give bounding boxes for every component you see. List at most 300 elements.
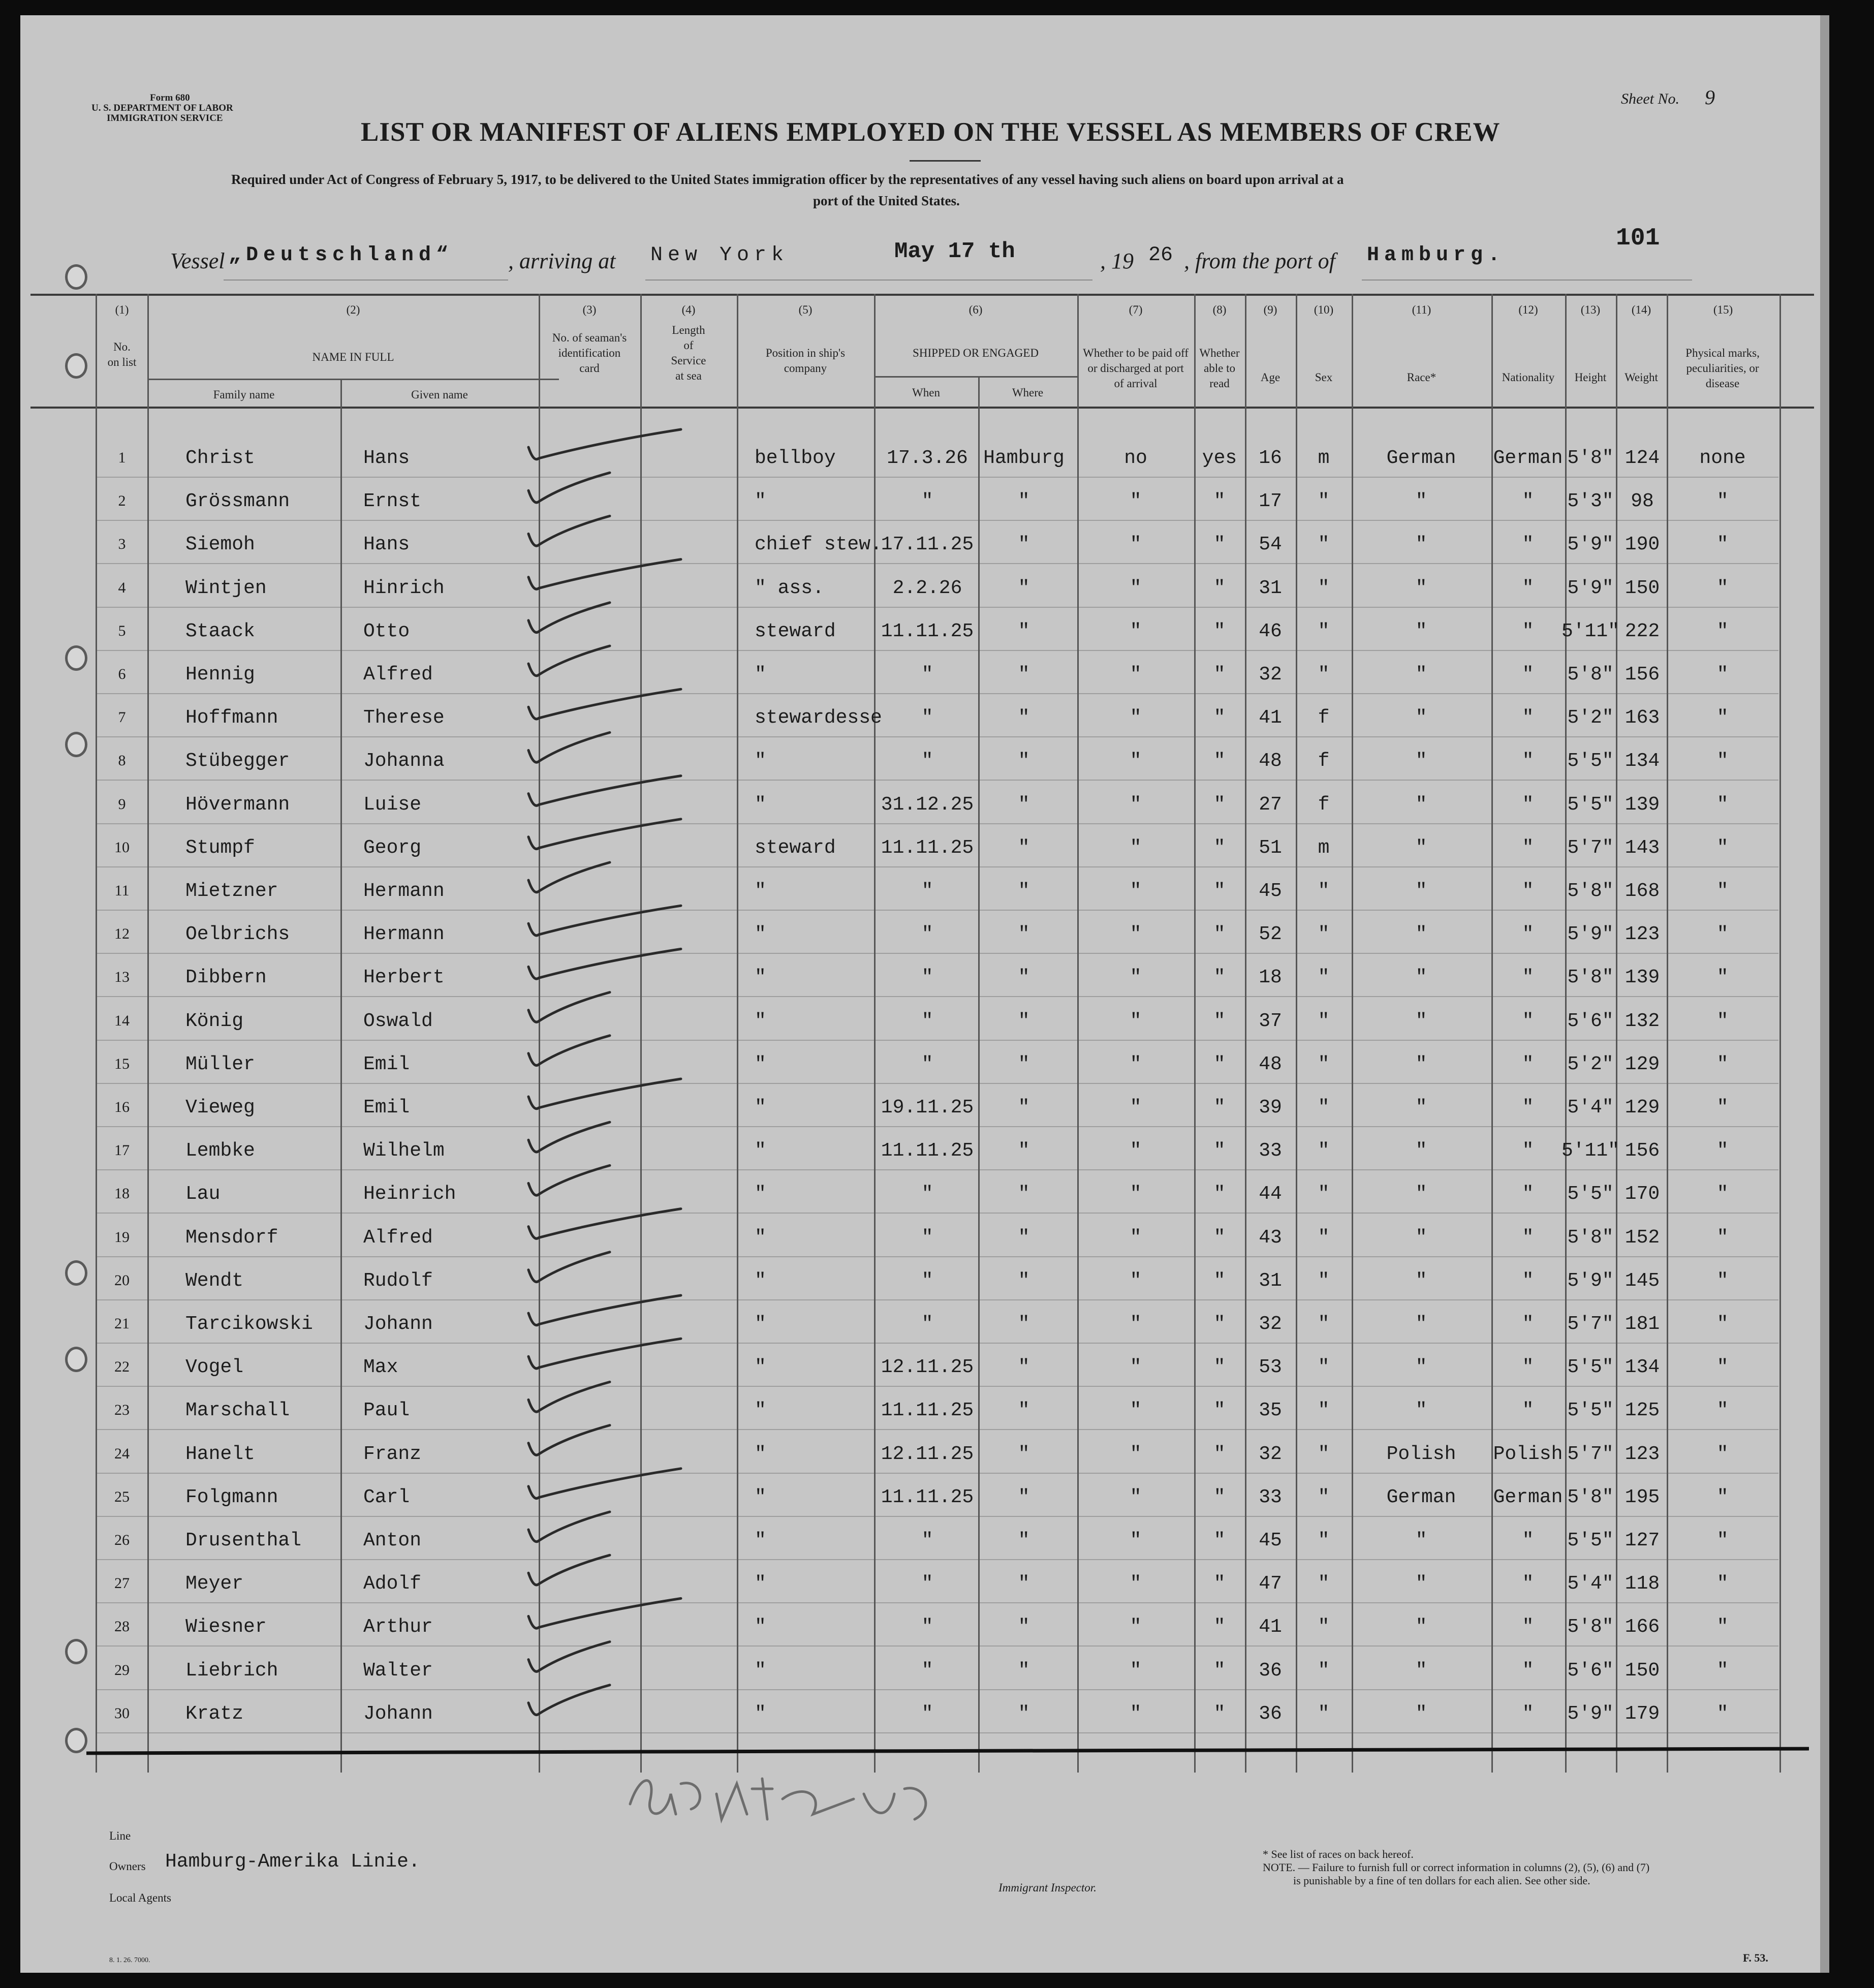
nationality-cell: ": [1522, 664, 1534, 686]
able-to-read-cell: ": [1213, 1226, 1226, 1249]
position-cell: ": [755, 923, 766, 946]
physical-marks-cell: ": [1716, 1097, 1729, 1119]
nationality-cell: German: [1493, 447, 1563, 469]
checkmark-icon: [528, 1642, 610, 1672]
family-name-cell: Müller: [185, 1053, 255, 1075]
age-cell: 31: [1259, 577, 1282, 599]
physical-marks-cell: ": [1716, 1226, 1729, 1249]
position-cell: ": [755, 664, 766, 686]
age-cell: 37: [1259, 1010, 1282, 1032]
paid-off-cell: ": [1130, 1053, 1142, 1075]
shipped-when-cell: 11.11.25: [881, 620, 974, 642]
shipped-when-cell: ": [921, 664, 933, 686]
paid-off-cell: ": [1130, 836, 1142, 859]
col-10-number: (10): [1314, 303, 1334, 316]
shipped-when-cell: ": [921, 1053, 933, 1075]
checkmark-icon: [528, 1252, 610, 1282]
nationality-cell: ": [1522, 1616, 1534, 1638]
race-cell: ": [1415, 1010, 1427, 1032]
shipped-where-cell: ": [1018, 880, 1030, 902]
weight-cell: 125: [1625, 1400, 1660, 1422]
row-rule: [97, 1386, 1778, 1387]
service-name: IMMIGRATION SERVICE: [107, 113, 223, 123]
col-4-header: Length of Service at sea: [671, 324, 706, 382]
nationality-cell: ": [1522, 793, 1534, 816]
position-cell: ": [755, 1226, 766, 1249]
shipped-when-cell: 17.11.25: [881, 534, 974, 556]
height-cell: 5'8": [1567, 1616, 1614, 1638]
list-number-cell: 15: [114, 1055, 130, 1072]
race-cell: ": [1415, 1400, 1427, 1422]
family-name-cell: Lembke: [185, 1140, 255, 1162]
family-name-cell: Hanelt: [185, 1443, 255, 1465]
shipped-where-cell: ": [1018, 577, 1030, 599]
shipped-where-cell: ": [1018, 534, 1030, 556]
shipped-when-cell: 11.11.25: [881, 836, 974, 859]
col-1-number: (1): [115, 303, 129, 316]
paid-off-cell: ": [1130, 1443, 1142, 1465]
family-name-cell: König: [185, 1010, 244, 1032]
given-name-cell: Otto: [363, 620, 410, 642]
row-rule: [97, 910, 1778, 911]
height-cell: 5'7": [1567, 1313, 1614, 1335]
height-cell: 5'6": [1567, 1010, 1614, 1032]
shipped-when-cell: 19.11.25: [881, 1097, 974, 1119]
given-name-cell: Johann: [363, 1702, 433, 1725]
row-rule: [97, 1429, 1778, 1430]
nationality-cell: ": [1522, 1313, 1534, 1335]
shipped-when-cell: ": [921, 1702, 933, 1725]
physical-marks-cell: ": [1716, 750, 1729, 772]
able-to-read-cell: ": [1213, 1486, 1226, 1508]
form-number: Form 680: [150, 92, 190, 103]
weight-cell: 156: [1625, 664, 1660, 686]
col-6a-header: When: [912, 386, 940, 399]
able-to-read-cell: ": [1213, 1356, 1226, 1379]
form-code: F. 53.: [1743, 1951, 1768, 1964]
age-cell: 43: [1259, 1226, 1282, 1249]
sex-cell: f: [1318, 793, 1330, 816]
checkmark-icon: [528, 776, 681, 806]
paid-off-cell: ": [1130, 1702, 1142, 1725]
row-rule: [97, 1299, 1778, 1300]
checkmark-icon: [528, 1469, 681, 1499]
sex-cell: f: [1318, 750, 1330, 772]
column-line: [874, 294, 876, 1773]
shipped-when-cell: 11.11.25: [881, 1140, 974, 1162]
shipped-when-cell: ": [921, 1530, 933, 1551]
arrival-date: May 17 th: [894, 239, 1015, 264]
shipped-when-cell: ": [921, 707, 933, 729]
col-1-header: No. on list: [107, 340, 137, 368]
shipped-where-cell: ": [1018, 1356, 1030, 1379]
race-cell: ": [1415, 1616, 1427, 1638]
family-name-cell: Christ: [185, 447, 255, 469]
height-cell: 5'8": [1567, 1486, 1614, 1508]
sex-cell: ": [1318, 1400, 1330, 1422]
col-8-header: Whether able to read: [1199, 347, 1240, 390]
weight-cell: 118: [1625, 1573, 1660, 1595]
race-cell: ": [1415, 1140, 1427, 1162]
col-11-number: (11): [1412, 303, 1431, 316]
given-name-cell: Johanna: [363, 750, 445, 772]
row-rule: [97, 780, 1778, 781]
family-name-cell: Stübegger: [185, 750, 290, 772]
given-name-cell: Hermann: [363, 880, 445, 902]
family-name-cell: Grössmann: [185, 490, 290, 513]
weight-cell: 127: [1625, 1530, 1660, 1551]
checkmark-icon: [528, 1295, 681, 1325]
given-name-cell: Hans: [363, 447, 410, 469]
height-cell: 5'5": [1567, 793, 1614, 816]
note-fine-1: NOTE. — Failure to furnish full or correct information in columns (2), (5), (6) and (7): [1263, 1861, 1650, 1874]
height-cell: 5'4": [1567, 1573, 1614, 1595]
list-number-cell: 21: [114, 1315, 130, 1332]
height-cell: 5'6": [1567, 1659, 1614, 1682]
handwritten-annotation-icon: [620, 1763, 945, 1829]
race-cell: ": [1415, 1183, 1427, 1205]
checkmark-icon: [528, 1685, 610, 1715]
owners-value: Hamburg-Amerika Linie.: [165, 1851, 420, 1873]
age-cell: 36: [1259, 1659, 1282, 1682]
nationality-cell: ": [1522, 490, 1534, 513]
given-name-cell: Oswald: [363, 1010, 433, 1032]
list-number-cell: 14: [114, 1012, 130, 1029]
physical-marks-cell: ": [1716, 577, 1729, 599]
family-name-cell: Mietzner: [185, 880, 278, 902]
able-to-read-cell: ": [1213, 1313, 1226, 1335]
age-cell: 32: [1259, 1443, 1282, 1465]
paid-off-cell: ": [1130, 664, 1142, 686]
row-rule: [97, 1040, 1778, 1041]
checkmark-column: [518, 422, 701, 1753]
shipped-when-cell: ": [921, 1183, 933, 1205]
checkmark-icon: [528, 732, 610, 762]
height-cell: 5'9": [1567, 577, 1614, 599]
col-2b-header: Given name: [411, 388, 468, 401]
position-cell: " ass.: [755, 577, 824, 599]
shipped-when-cell: 12.11.25: [881, 1443, 974, 1465]
family-name-cell: Vieweg: [185, 1097, 255, 1119]
col-9-header: Age: [1260, 371, 1280, 384]
able-to-read-cell: ": [1213, 1097, 1226, 1119]
position-cell: ": [755, 490, 766, 513]
physical-marks-cell: ": [1716, 490, 1729, 513]
age-cell: 41: [1259, 707, 1282, 729]
given-name-cell: Johann: [363, 1313, 433, 1335]
height-cell: 5'9": [1567, 923, 1614, 946]
race-cell: German: [1386, 1486, 1456, 1508]
physical-marks-cell: ": [1716, 620, 1729, 642]
column-line: [978, 376, 980, 1773]
nationality-cell: ": [1522, 1659, 1534, 1682]
sex-cell: ": [1318, 577, 1330, 599]
shipped-where-cell: ": [1018, 490, 1030, 513]
weight-cell: 145: [1625, 1269, 1660, 1292]
row-rule: [97, 1473, 1778, 1474]
col-10-header: Sex: [1315, 371, 1333, 384]
physical-marks-cell: ": [1716, 1010, 1729, 1032]
col-9-number: (9): [1263, 303, 1277, 316]
race-cell: German: [1386, 447, 1456, 469]
row-rule: [97, 996, 1778, 997]
nationality-cell: ": [1522, 1140, 1534, 1162]
able-to-read-cell: yes: [1202, 447, 1237, 469]
age-cell: 31: [1259, 1269, 1282, 1292]
print-code: 8. 1. 26. 7000.: [109, 1956, 150, 1964]
weight-cell: 139: [1625, 793, 1660, 816]
age-cell: 32: [1259, 1313, 1282, 1335]
weight-cell: 134: [1625, 750, 1660, 772]
row-rule: [97, 1083, 1778, 1084]
height-cell: 5'5": [1567, 1400, 1614, 1422]
height-cell: 5'5": [1567, 750, 1614, 772]
height-cell: 5'5": [1567, 1183, 1614, 1205]
weight-cell: 150: [1625, 577, 1660, 599]
weight-cell: 123: [1625, 923, 1660, 946]
nationality-cell: ": [1522, 967, 1534, 989]
weight-cell: 150: [1625, 1659, 1660, 1682]
list-number-cell: 12: [114, 925, 130, 943]
list-number-cell: 18: [114, 1185, 130, 1202]
note-fine-2: is punishable by a fine of ten dollars for each alien. See other side.: [1293, 1874, 1590, 1887]
given-name-cell: Hinrich: [363, 577, 445, 599]
height-cell: 5'5": [1567, 1530, 1614, 1551]
checkmark-icon: [528, 906, 681, 936]
able-to-read-cell: ": [1213, 577, 1226, 599]
column-line: [340, 379, 342, 1773]
race-cell: ": [1415, 664, 1427, 686]
able-to-read-cell: ": [1213, 750, 1226, 772]
age-cell: 52: [1259, 923, 1282, 946]
paid-off-cell: ": [1130, 707, 1142, 729]
row-rule: [97, 1343, 1778, 1344]
race-cell: ": [1415, 1269, 1427, 1292]
department-name: U. S. DEPARTMENT OF LABOR: [91, 103, 233, 113]
family-name-cell: Vogel: [185, 1356, 244, 1379]
height-cell: 5'9": [1567, 534, 1614, 556]
list-number-cell: 9: [118, 795, 126, 813]
nationality-cell: ": [1522, 1226, 1534, 1249]
shipped-when-cell: ": [921, 490, 933, 513]
able-to-read-cell: ": [1213, 967, 1226, 989]
column-line: [1565, 294, 1567, 1773]
physical-marks-cell: ": [1716, 1486, 1729, 1508]
paid-off-cell: ": [1130, 1140, 1142, 1162]
name-header-rule: [147, 379, 559, 380]
position-cell: ": [755, 1659, 766, 1682]
sex-cell: ": [1318, 664, 1330, 686]
age-cell: 44: [1259, 1183, 1282, 1205]
height-cell: 5'4": [1567, 1097, 1614, 1119]
line-label: Line: [109, 1829, 131, 1842]
given-name-cell: Heinrich: [363, 1183, 456, 1205]
position-cell: steward: [755, 836, 836, 859]
row-rule: [97, 1169, 1778, 1170]
sex-cell: ": [1318, 967, 1330, 989]
race-cell: ": [1415, 490, 1427, 513]
physical-marks-cell: ": [1716, 1140, 1729, 1162]
position-cell: ": [755, 1010, 766, 1032]
checkmark-icon: [528, 1425, 610, 1455]
physical-marks-cell: ": [1716, 967, 1729, 989]
given-name-cell: Arthur: [363, 1616, 433, 1638]
checkmark-icon: [528, 603, 610, 633]
column-line: [1194, 294, 1196, 1773]
row-rule: [97, 736, 1778, 737]
age-cell: 33: [1259, 1140, 1282, 1162]
paid-off-cell: ": [1130, 1486, 1142, 1508]
family-name-cell: Wendt: [185, 1269, 244, 1292]
physical-marks-cell: ": [1716, 1400, 1729, 1422]
nationality-cell: ": [1522, 1269, 1534, 1292]
row-rule: [97, 1559, 1778, 1560]
list-number-cell: 6: [118, 666, 126, 682]
age-cell: 17: [1259, 490, 1282, 513]
nationality-cell: ": [1522, 750, 1534, 772]
paid-off-cell: ": [1130, 1010, 1142, 1032]
family-name-cell: Dibbern: [185, 967, 267, 989]
list-number-cell: 13: [114, 969, 130, 986]
subtitle-line-1: Required under Act of Congress of February 5, 1917, to be delivered to the United States immigration officer by the representatives of any vessel having such aliens on board upon arrival at a: [231, 172, 1344, 187]
paid-off-cell: ": [1130, 534, 1142, 556]
physical-marks-cell: ": [1716, 1702, 1729, 1725]
list-number-cell: 10: [114, 838, 130, 856]
weight-cell: 190: [1625, 534, 1660, 556]
weight-cell: 124: [1625, 447, 1660, 469]
shipped-where-cell: ": [1018, 1226, 1030, 1249]
paid-off-cell: ": [1130, 1659, 1142, 1682]
height-cell: 5'11": [1561, 1140, 1620, 1162]
height-cell: 5'7": [1567, 1443, 1614, 1465]
col-7-header: Whether to be paid off or discharged at port of arrival: [1083, 347, 1189, 390]
paid-off-cell: ": [1130, 620, 1142, 642]
able-to-read-cell: ": [1213, 1702, 1226, 1725]
height-cell: 5'11": [1561, 620, 1620, 642]
owners-label: Owners: [109, 1860, 146, 1873]
weight-cell: 123: [1625, 1443, 1660, 1465]
vessel-label: Vessel: [170, 248, 225, 273]
paid-off-cell: ": [1130, 967, 1142, 989]
shipped-where-cell: ": [1018, 1140, 1030, 1162]
list-number-cell: 11: [114, 882, 130, 899]
nationality-cell: ": [1522, 836, 1534, 859]
weight-cell: 166: [1625, 1616, 1660, 1638]
family-name-cell: Siemoh: [185, 534, 255, 556]
nationality-cell: ": [1522, 1530, 1534, 1551]
age-cell: 32: [1259, 664, 1282, 686]
physical-marks-cell: ": [1716, 1269, 1729, 1292]
sex-cell: m: [1318, 447, 1330, 469]
sex-cell: ": [1318, 1486, 1330, 1508]
sex-cell: ": [1318, 1097, 1330, 1119]
shipped-where-cell: ": [1018, 750, 1030, 772]
checkmark-icon: [528, 1512, 610, 1542]
position-cell: ": [755, 793, 766, 816]
age-cell: 16: [1259, 447, 1282, 469]
shipped-when-cell: 31.12.25: [881, 793, 974, 816]
nationality-cell: ": [1522, 1010, 1534, 1032]
given-name-cell: Alfred: [363, 1226, 433, 1249]
shipped-where-cell: ": [1018, 1616, 1030, 1638]
race-cell: ": [1415, 1226, 1427, 1249]
checkmark-icon: [528, 689, 681, 719]
physical-marks-cell: ": [1716, 1053, 1729, 1075]
position-cell: ": [755, 1573, 766, 1595]
nationality-cell: ": [1522, 923, 1534, 946]
row-rule: [97, 866, 1778, 867]
row-rule: [97, 1516, 1778, 1517]
able-to-read-cell: ": [1213, 707, 1226, 729]
race-cell: ": [1415, 1053, 1427, 1075]
position-cell: ": [755, 1702, 766, 1725]
column-line: [96, 294, 97, 1773]
height-cell: 5'2": [1567, 707, 1614, 729]
position-cell: ": [755, 1183, 766, 1205]
list-number-cell: 28: [114, 1618, 130, 1635]
shipped-where-cell: ": [1018, 1573, 1030, 1595]
physical-marks-cell: ": [1716, 1659, 1729, 1682]
sex-cell: ": [1318, 1183, 1330, 1205]
column-line: [1296, 294, 1297, 1773]
sex-cell: ": [1318, 1053, 1330, 1075]
age-cell: 51: [1259, 836, 1282, 859]
nationality-cell: ": [1522, 880, 1534, 902]
able-to-read-cell: ": [1213, 1530, 1226, 1551]
paid-off-cell: ": [1130, 577, 1142, 599]
given-name-cell: Rudolf: [363, 1269, 433, 1292]
sex-cell: ": [1318, 1010, 1330, 1032]
given-name-cell: Alfred: [363, 664, 433, 686]
able-to-read-cell: ": [1213, 836, 1226, 859]
checkmark-icon: [528, 1209, 681, 1239]
sex-cell: ": [1318, 923, 1330, 946]
weight-cell: 168: [1625, 880, 1660, 902]
column-line: [1616, 294, 1617, 1773]
col-11-header: Race*: [1407, 371, 1436, 384]
given-name-cell: Wilhelm: [363, 1140, 445, 1162]
family-name-cell: Liebrich: [185, 1659, 278, 1682]
weight-cell: 143: [1625, 836, 1660, 859]
physical-marks-cell: ": [1716, 1443, 1729, 1465]
family-name-cell: Wintjen: [185, 577, 267, 599]
list-number-cell: 2: [118, 492, 126, 510]
col-4-number: (4): [681, 303, 696, 316]
checkmark-icon: [528, 560, 681, 589]
position-cell: ": [755, 1313, 766, 1335]
sex-cell: ": [1318, 1530, 1330, 1551]
family-name-cell: Tarcikowski: [185, 1313, 313, 1335]
checkmark-icon: [528, 1165, 610, 1195]
physical-marks-cell: ": [1716, 664, 1729, 686]
arrival-port: New York: [650, 244, 789, 267]
shipped-where-cell: ": [1018, 620, 1030, 642]
height-cell: 5'8": [1567, 1226, 1614, 1249]
age-cell: 36: [1259, 1702, 1282, 1725]
col-13-number: (13): [1580, 303, 1601, 316]
able-to-read-cell: ": [1213, 664, 1226, 686]
shipped-when-cell: ": [921, 880, 933, 902]
position-cell: ": [755, 1097, 766, 1119]
age-cell: 54: [1259, 534, 1282, 556]
family-name-cell: Hövermann: [185, 793, 290, 816]
given-name-cell: Georg: [363, 836, 422, 859]
physical-marks-cell: ": [1716, 880, 1729, 902]
row-rule: [97, 953, 1778, 954]
family-name-cell: Oelbrichs: [185, 923, 290, 946]
weight-cell: 139: [1625, 967, 1660, 989]
departure-port: Hamburg.: [1367, 244, 1506, 267]
